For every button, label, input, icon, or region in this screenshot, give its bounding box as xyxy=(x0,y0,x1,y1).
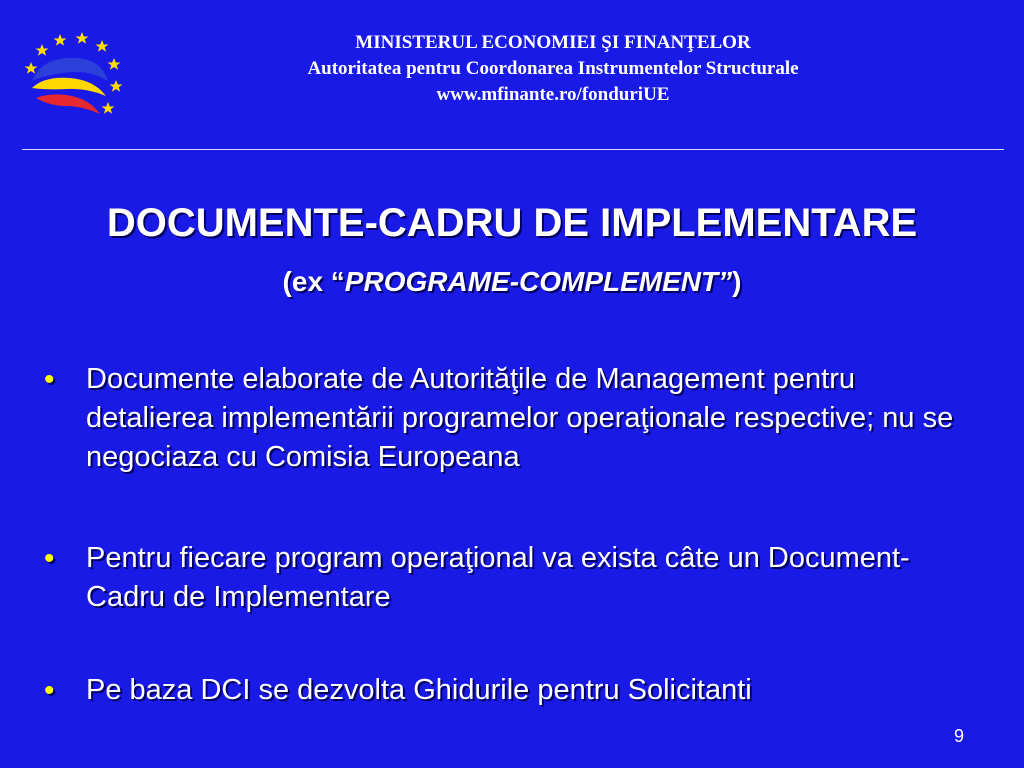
subtitle-suffix: ) xyxy=(732,266,742,297)
subtitle-prefix: (ex “ xyxy=(282,266,345,297)
eu-stars-swoosh-icon xyxy=(22,26,132,126)
website-link[interactable]: www.mfinante.ro/fonduriUE xyxy=(436,84,670,105)
slide-subtitle xyxy=(0,262,1024,302)
page-number: 9 xyxy=(953,726,964,746)
bullet-icon: • xyxy=(44,674,55,707)
bullet-item xyxy=(44,671,984,710)
bullet-list xyxy=(44,360,984,710)
slide-title: DOCUMENTE-CADRU DE IMPLEMENTARE xyxy=(106,201,918,245)
bullet-text: Documente elaborate de Autorităţile de Management pentru detalierea implementării programelor operaţionale respective; nu se negociaza cu Comisia Europeana xyxy=(86,363,954,473)
bullet-text: Pe baza DCI se dezvolta Ghidurile pentru Solicitanti xyxy=(86,674,752,706)
eu-logo xyxy=(22,26,132,126)
subtitle-italic: PROGRAME-COMPLEMENT” xyxy=(344,266,733,297)
authority-name: Autoritatea pentru Coordonarea Instrumentelor Structurale xyxy=(307,58,799,79)
ministry-name: MINISTERUL ECONOMIEI ŞI FINANŢELOR xyxy=(355,32,751,53)
header-divider xyxy=(22,149,1004,150)
bullet-item xyxy=(44,539,984,617)
bullet-icon: • xyxy=(44,542,55,575)
bullet-item xyxy=(44,360,984,477)
ministry-header xyxy=(150,30,956,108)
bullet-text: Pentru fiecare program operaţional va exista câte un Document-Cadru de Implementare xyxy=(86,542,910,613)
bullet-icon: • xyxy=(44,363,55,396)
